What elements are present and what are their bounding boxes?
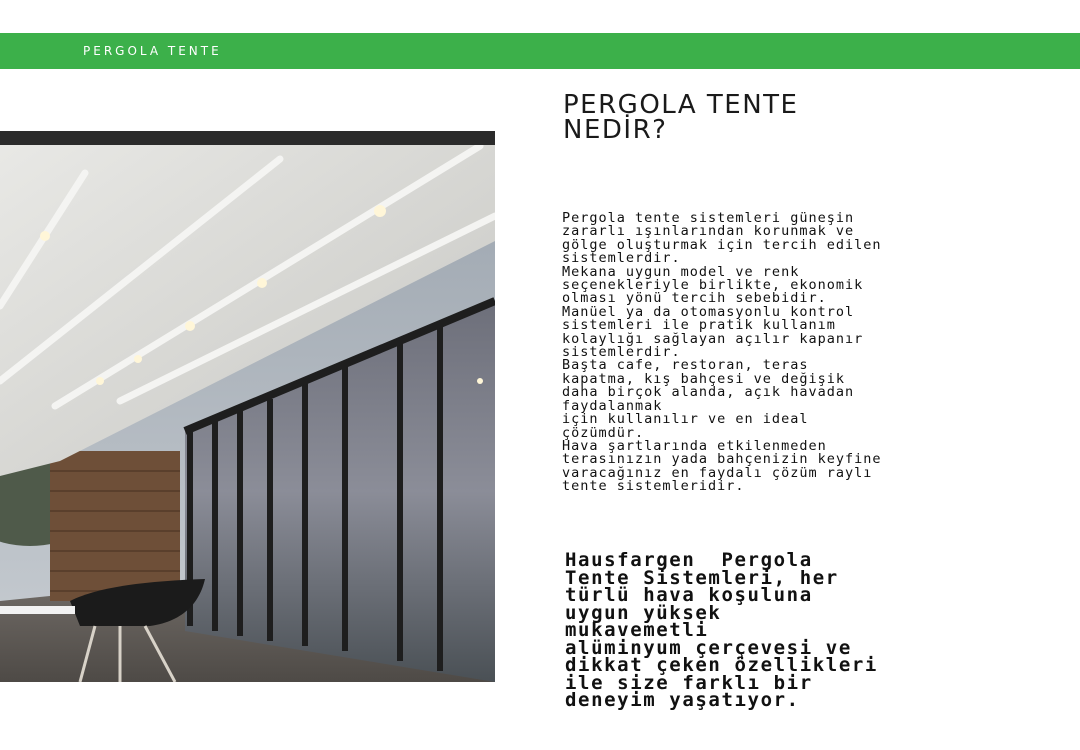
body-line: faydalanmak <box>562 397 663 414</box>
body-line: Hava şartlarında etkilenmeden <box>562 437 827 454</box>
top-banner <box>0 33 1080 69</box>
body-line: tente sistemleridir. <box>562 478 745 495</box>
body-line: Pergola tente sistemleri güneşin <box>562 210 855 226</box>
tagline-line: türlü hava koşuluna <box>565 584 813 606</box>
article-tagline <box>565 549 1045 711</box>
body-line: kapatma, kış bahçesi ve değişik <box>562 370 845 387</box>
tagline-line: uygun yüksek <box>565 601 722 624</box>
body-line: gölge oluşturmak için tercih edilen <box>562 236 882 253</box>
tagline-line: alüminyum çerçevesi ve <box>565 636 852 659</box>
body-line: sistemlerdir. <box>562 250 681 267</box>
body-line: Başta cafe, restoran, teras <box>562 357 809 374</box>
body-line: sistemlerdir. <box>562 344 681 361</box>
tagline-line: Tente Sistemleri, her <box>565 566 839 589</box>
heading-line: NEDİR? <box>563 115 668 145</box>
body-line: varacağınız en faydalı çözüm raylı <box>562 464 873 481</box>
body-line: Manüel ya da otomasyonlu kontrol <box>562 303 855 320</box>
article-body <box>562 212 1022 494</box>
body-line: Mekana uygun model ve renk <box>562 263 800 280</box>
body-line: için kullanılır ve en ideal <box>562 411 809 428</box>
tagline-line: mukavemetli <box>565 619 709 641</box>
heading-line: PERGOLA TENTE <box>563 90 799 120</box>
body-line: çözümdür. <box>562 424 645 441</box>
body-line: terasınızın yada bahçenizin keyfine <box>562 451 882 468</box>
tagline-line: ile size farklı bir <box>565 671 813 694</box>
tagline-line: Hausfargen Pergola <box>565 549 813 571</box>
body-line: zararlı ışınlarından korunmak ve <box>562 223 855 240</box>
body-line: seçenekleriyle birlikte, ekonomik <box>562 277 864 294</box>
body-line: kolaylığı sağlayan açılır kapanır <box>562 330 864 347</box>
tagline-line: deneyim yaşatıyor. <box>565 689 800 711</box>
pergola-photo <box>0 131 495 682</box>
article-heading <box>563 90 1003 145</box>
tagline-line: dikkat çeken özellikleri <box>565 654 878 676</box>
body-line: daha birçok alanda, açık havadan <box>562 384 855 401</box>
banner-title: PERGOLA TENTE <box>83 44 222 58</box>
body-line: olması yönü tercih sebebidir. <box>562 290 827 307</box>
body-line: sistemleri ile pratik kullanım <box>562 317 836 334</box>
